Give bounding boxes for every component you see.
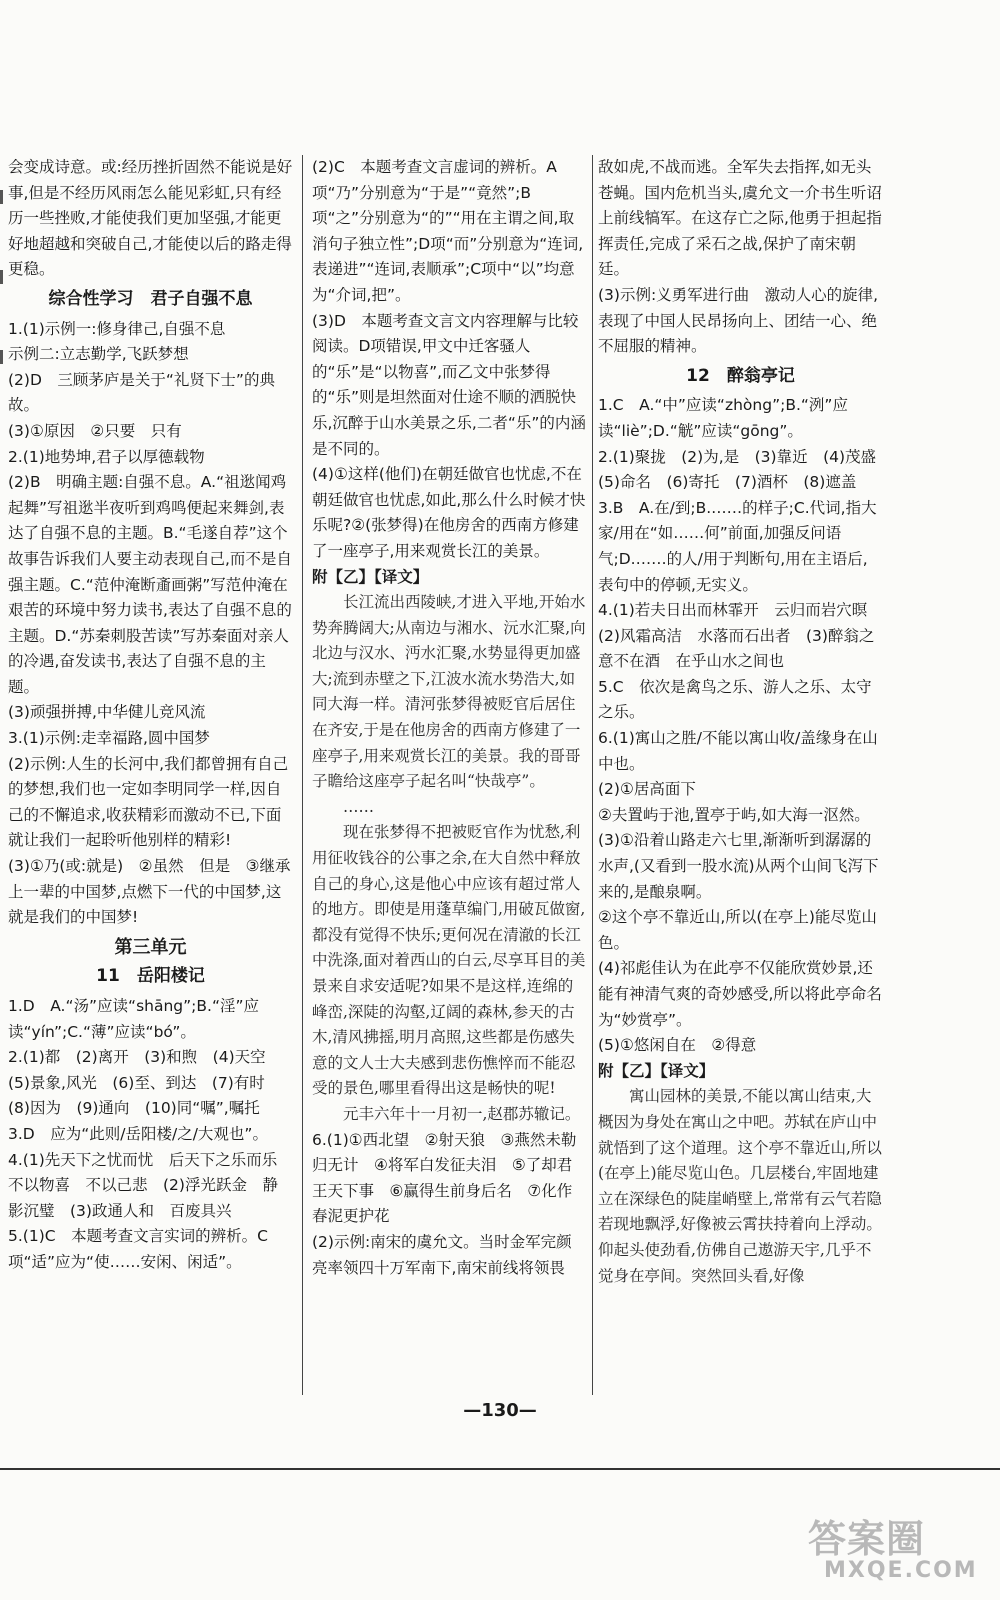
- answer-paragraph: 4.(1)若夫日出而林霏开 云归而岩穴暝 (2)风霜高洁 水落而石出者 (3)醉翁之意不在酒 在乎山水之间也: [598, 601, 883, 671]
- appendix-heading: 附【乙】【译文】: [598, 1061, 715, 1080]
- answer-paragraph: 元丰六年十一月初一,赵郡苏辙记。: [343, 1104, 581, 1123]
- answer-paragraph: 6.(1)①西北望 ②射天狼 ③燕然未勒归无计 ④将军白发征夫泪 ⑤了却君王天下事 ⑥赢得生前身后名 ⑦化作春泥更护花: [312, 1130, 577, 1226]
- margin-mark: [0, 350, 3, 364]
- watermark-domain: MXQE.COM: [824, 1558, 978, 1583]
- page-number: —130—: [463, 1400, 537, 1421]
- answer-paragraph: (4)①这样(他们)在朝廷做官也忧虑,不在朝廷做官也忧虑,如此,那么什么时候才快乐呢?②(张梦得)在他房舍的西南方修建了一座亭子,用来观赏长江的美景。: [312, 465, 586, 560]
- answer-paragraph: 长江流出西陵峡,才进入平地,开始水势奔腾阔大;从南边与湘水、沅水汇聚,向北边与汉水、沔水汇聚,水势显得更加盛大;流到赤壁之下,江波水流水势浩大,如同大海一样。清河张梦得被贬官后居住在齐安,于是在他房舍的西南方修建了一座亭子,用来观赏长江的美景。我的哥哥子瞻给这座亭子起名叫“快哉亭”。: [312, 593, 586, 791]
- appendix-heading: 附【乙】【译文】: [312, 567, 429, 586]
- section-heading: 11 岳阳楼记: [96, 966, 205, 987]
- section-heading: 12 醉翁亭记: [686, 365, 795, 386]
- answer-paragraph: 2.(1)聚拢 (2)为,是 (3)靠近 (4)茂盛 (5)命名 (6)寄托 (7)酒杯 (8)遮盖: [598, 447, 892, 492]
- answer-paragraph: (5)①悠闲自在 ②得意: [598, 1036, 757, 1055]
- answer-paragraph: 1.D A.“汤”应读“shāng”;B.“淫”应读“yín”;C.“薄”应读“bó”。: [8, 997, 260, 1041]
- answer-paragraph: (4)祁彪佳认为在此亭不仅能欣赏妙景,还能有神清气爽的奇妙感受,所以将此亭命名为“妙赏亭”。: [598, 959, 882, 1029]
- answer-paragraph: 示例二:立志勤学,飞跃梦想: [8, 345, 189, 364]
- section-heading: 综合性学习 君子自强不息: [48, 288, 253, 309]
- right-column: [598, 155, 892, 1289]
- answer-paragraph: 1.(1)示例一:修身律己,自强不息: [8, 319, 226, 338]
- answer-paragraph: (2)B 明确主题:自强不息。A.“祖逖闻鸡起舞”写祖逖半夜听到鸡鸣便起来舞剑,表达了自强不息的主题。B.“毛遂自荐”这个故事告诉我们人要主动表现自己,而不是自强主题。C.“范仲淹断齑画粥”写范仲淹在艰苦的环境中努力读书,表达了自强不息的主题。D.“苏秦刺股苦读”写苏秦面对亲人的冷遇,奋发读书,表达了自强不息的主题。: [8, 473, 292, 696]
- answer-paragraph: ②夫置屿于池,置亭于屿,如大海一沤然。: [598, 805, 870, 824]
- answer-paragraph: (3)示例:义勇军进行曲 激动人心的旋律,表现了中国人民昂扬向上、团结一心、绝不屈服的精神。: [598, 285, 879, 356]
- answer-paragraph: 6.(1)寓山之胜/不能以寓山收/盖缘身在山中也。: [598, 729, 878, 773]
- answer-paragraph: 2.(1)地势坤,君子以厚德载物: [8, 447, 205, 466]
- answer-paragraph: (2)C 本题考查文言虚词的辨析。A项“乃”分别意为“于是”“竟然”;B项“之”分别意为“的”“用在主谓之间,取消句子独立性”;D项“而”分别意为“连词,表递进”“连词,表顺承”;C项中“以”均意为“介词,把”。: [312, 158, 584, 304]
- watermark-text: 答案圈: [808, 1517, 926, 1561]
- answer-paragraph: 2.(1)都 (2)离开 (3)和煦 (4)天空 (5)景象,风光 (6)至、到达 (7)有时 (8)因为 (9)通向 (10)同“嘱”,嘱托: [8, 1048, 282, 1118]
- column-divider: [592, 155, 593, 1395]
- answer-paragraph: (3)D 本题考查文言文内容理解与比较阅读。D项错误,甲文中迁客骚人的“乐”是“以物喜”,而乙文中张梦得的“乐”则是坦然面对仕途不顺的洒脱快乐,沉醉于山水美景之乐,二者“乐”的内涵是不同的。: [312, 311, 586, 458]
- left-column: [8, 155, 293, 1276]
- answer-paragraph: 5.C 依次是禽鸟之乐、游人之乐、太守之乐。: [598, 677, 872, 722]
- answer-paragraph: (2)D 三顾茅庐是关于“礼贤下士”的典故。: [8, 370, 275, 415]
- answer-paragraph: ②这个亭不靠近山,所以(在亭上)能尽览山色。: [598, 908, 877, 952]
- answer-paragraph: 1.C A.“中”应读“zhòng”;B.“洌”应读“liè”;D.“觥”应读“gōng”。: [598, 396, 848, 440]
- answer-paragraph: (3)①沿着山路走六七里,渐渐听到潺潺的水声,(又看到一股水流)从两个山间飞泻下来的,是酿泉啊。: [598, 831, 879, 901]
- answer-paragraph: 会变成诗意。或:经历挫折固然不能说是好事,但是不经历风雨怎么能见彩虹,只有经历一些挫败,才能使我们更加坚强,才能更好地超越和突破自己,才能使以后的路走得更稳。: [8, 158, 293, 279]
- answer-paragraph: 寓山园林的美景,不能以寓山结束,大概因为身处在寓山之中吧。苏轼在庐山中就悟到了这个道理。这个亭不靠近山,所以(在亭上)能尽览山色。几层楼台,牢固地建立在深绿色的陡崖峭壁上,常常有云气若隐若现地飘浮,好像被云霄扶持着向上浮动。仰起头使劲看,仿佛自己遨游天宇,几乎不觉身在亭间。突然回头看,好像: [598, 1087, 882, 1285]
- answer-paragraph: ……: [343, 797, 374, 816]
- margin-mark: [0, 190, 3, 204]
- answer-paragraph: (3)①原因 ②只要 只有: [8, 421, 182, 440]
- answer-paragraph: 敌如虎,不战而逃。全军失去指挥,如无头苍蝇。国内危机当头,虞允文一介书生听诏上前线犒军。在这存亡之际,他勇于担起指挥责任,完成了采石之战,保护了南宋朝廷。: [598, 158, 882, 279]
- answer-paragraph: (2)示例:南宋的虞允文。当时金军完颜亮率领四十万军南下,南宋前线将领畏: [312, 1232, 572, 1277]
- answer-paragraph: (2)①居高面下: [598, 780, 696, 799]
- answer-paragraph: (3)顽强拼搏,中华健儿竞风流: [8, 703, 206, 722]
- answer-paragraph: 3.(1)示例:走幸福路,圆中国梦: [8, 729, 210, 748]
- answer-paragraph: 5.(1)C 本题考查文言实词的辨析。C项“适”应为“使……安闲、闲适”。: [8, 1227, 268, 1271]
- answer-paragraph: (3)①乃(或:就是) ②虽然 但是 ③继承上一辈的中国梦,点燃下一代的中国梦,这就是我们的中国梦!: [8, 857, 291, 927]
- margin-mark: [0, 270, 3, 284]
- watermark-logo: [808, 1508, 988, 1590]
- bottom-rule: [0, 1468, 1000, 1470]
- answer-paragraph: (2)示例:人生的长河中,我们都曾拥有自己的梦想,我们也一定如李明同学一样,因自己的不懈追求,收获精彩而激动不已,下面就让我们一起聆听他别样的精彩!: [8, 754, 289, 850]
- answer-paragraph: 4.(1)先天下之忧而忧 后天下之乐而乐 不以物喜 不以己悲 (2)浮光跃金 静影沉璧 (3)政通人和 百废具兴: [8, 1150, 293, 1220]
- column-divider: [302, 155, 303, 1395]
- answer-paragraph: 3.D 应为“此则/岳阳楼/之/大观也”。: [8, 1124, 268, 1143]
- section-heading: 第三单元: [114, 936, 187, 958]
- middle-column: [312, 155, 587, 1281]
- answer-paragraph: 现在张梦得不把被贬官作为忧愁,利用征收钱谷的公事之余,在大自然中释放自己的身心,这是他心中应该有超过常人的地方。即使是用蓬草编门,用破瓦做窗,都没有觉得不快乐;更何况在清澈的长江中洗涤,面对着西山的白云,尽享耳目的美景来自求安适呢?如果不是这样,连绵的峰峦,深陡的沟壑,辽阔的森林,参天的古木,清风拂摇,明月高照,这些都是伤感失意的文人士大夫感到悲伤憔悴而不能忍受的景色,哪里看得出这是畅快的呢!: [312, 823, 586, 1098]
- answer-paragraph: 3.B A.在/到;B.……的样子;C.代词,指大家/用在“如……何”前面,加强反问语气;D.……的人/用于判断句,用在主语后,表句中的停顿,无实义。: [598, 498, 877, 594]
